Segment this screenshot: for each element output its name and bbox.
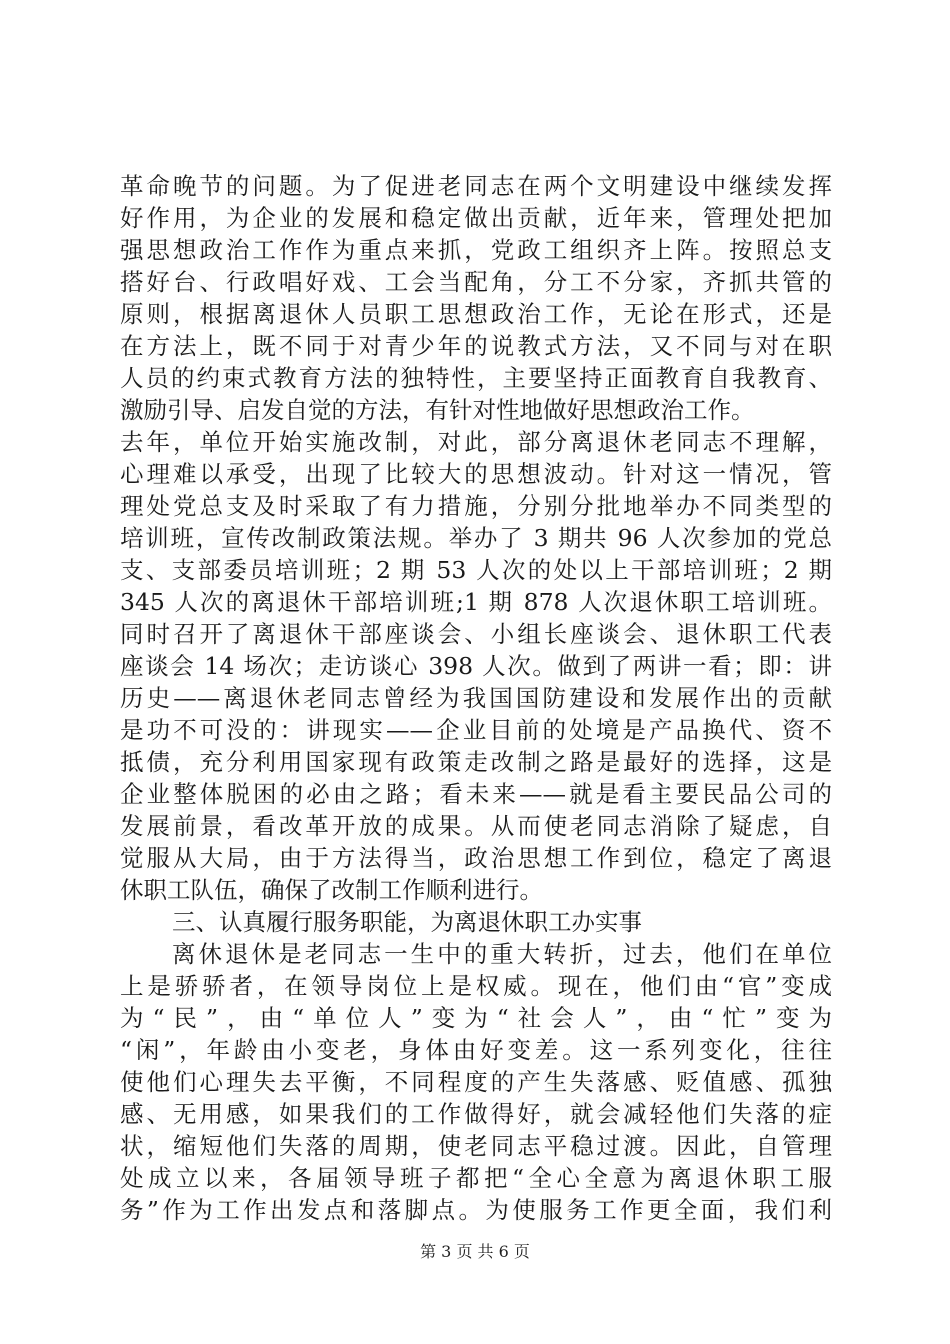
text-line: 状，缩短他们失落的周期，使老同志平稳过渡。因此，自管理 bbox=[120, 1132, 832, 1160]
text-line: 支、支部委员培训班；2 期 53 人次的处以上干部培训班；2 期 bbox=[120, 556, 832, 584]
text-line: 历史——离退休老同志曾经为我国国防建设和发展作出的贡献 bbox=[120, 684, 832, 712]
text-line: 人员的约束式教育方法的独特性，主要坚持正面教育自我教育、 bbox=[120, 364, 832, 392]
text-line: 心理难以承受，出现了比较大的思想波动。针对这一情况，管 bbox=[120, 460, 832, 488]
text-line: 离休退休是老同志一生中的重大转折，过去，他们在单位 bbox=[172, 940, 832, 968]
text-line: 强思想政治工作作为重点来抓，党政工组织齐上阵。按照总支 bbox=[120, 236, 832, 264]
text-line: 345 人次的离退休干部培训班;1 期 878 人次退休职工培训班。 bbox=[120, 588, 832, 616]
text-line: 使他们心理失去平衡，不同程度的产生失落感、贬值感、孤独 bbox=[120, 1068, 832, 1096]
text-line: 原则，根据离退休人员职工思想政治工作，无论在形式，还是 bbox=[120, 300, 832, 328]
text-line: 休职工队伍，确保了改制工作顺利进行。 bbox=[120, 876, 543, 904]
text-line: 培训班，宣传改制政策法规。举办了 3 期共 96 人次参加的党总 bbox=[120, 524, 832, 552]
text-line: 好作用，为企业的发展和稳定做出贡献，近年来，管理处把加 bbox=[120, 204, 832, 232]
text-line: 同时召开了离退休干部座谈会、小组长座谈会、退休职工代表 bbox=[120, 620, 832, 648]
text-line: 发展前景，看改革开放的成果。从而使老同志消除了疑虑，自 bbox=[120, 812, 832, 840]
text-line: 感、无用感，如果我们的工作做得好，就会减轻他们失落的症 bbox=[120, 1100, 832, 1128]
text-line: 务”作为工作出发点和落脚点。为使服务工作更全面，我们利 bbox=[120, 1196, 832, 1224]
page-number-footer: 第 3 页 共 6 页 bbox=[420, 1242, 530, 1261]
text-line: 激励引导、启发自觉的方法，有针对性地做好思想政治工作。 bbox=[120, 396, 755, 424]
text-line: 搭好台、行政唱好戏、工会当配角，分工不分家，齐抓共管的 bbox=[120, 268, 832, 296]
text-line: 座谈会 14 场次；走访谈心 398 人次。做到了两讲一看；即：讲 bbox=[120, 652, 832, 680]
text-line: 在方法上，既不同于对青少年的说教式方法，又不同与对在职 bbox=[120, 332, 832, 360]
text-line: 觉服从大局，由于方法得当，政治思想工作到位，稳定了离退 bbox=[120, 844, 832, 872]
text-line: 理处党总支及时采取了有力措施，分别分批地举办不同类型的 bbox=[120, 492, 832, 520]
section-heading: 三、认真履行服务职能，为离退休职工办实事 bbox=[172, 908, 642, 936]
text-line: 是功不可没的：讲现实——企业目前的处境是产品换代、资不 bbox=[120, 716, 832, 744]
text-line: 抵债，充分利用国家现有政策走改制之路是最好的选择，这是 bbox=[120, 748, 832, 776]
text-line: 去年，单位开始实施改制，对此，部分离退休老同志不理解， bbox=[120, 428, 832, 456]
body-text bbox=[120, 170, 832, 1226]
text-line: “闲”，年龄由小变老，身体由好变差。这一系列变化，往往 bbox=[120, 1036, 832, 1064]
text-line: 革命晚节的问题。为了促进老同志在两个文明建设中继续发挥 bbox=[120, 172, 832, 200]
text-line: 企业整体脱困的必由之路；看未来——就是看主要民品公司的 bbox=[120, 780, 832, 808]
text-line: 处成立以来，各届领导班子都把“全心全意为离退休职工服 bbox=[120, 1164, 832, 1192]
text-line: 上是骄骄者，在领导岗位上是权威。现在，他们由“官”变成 bbox=[120, 972, 832, 1000]
text-line: 为“民”，由“单位人”变为“社会人”，由“忙”变为 bbox=[120, 1004, 832, 1032]
